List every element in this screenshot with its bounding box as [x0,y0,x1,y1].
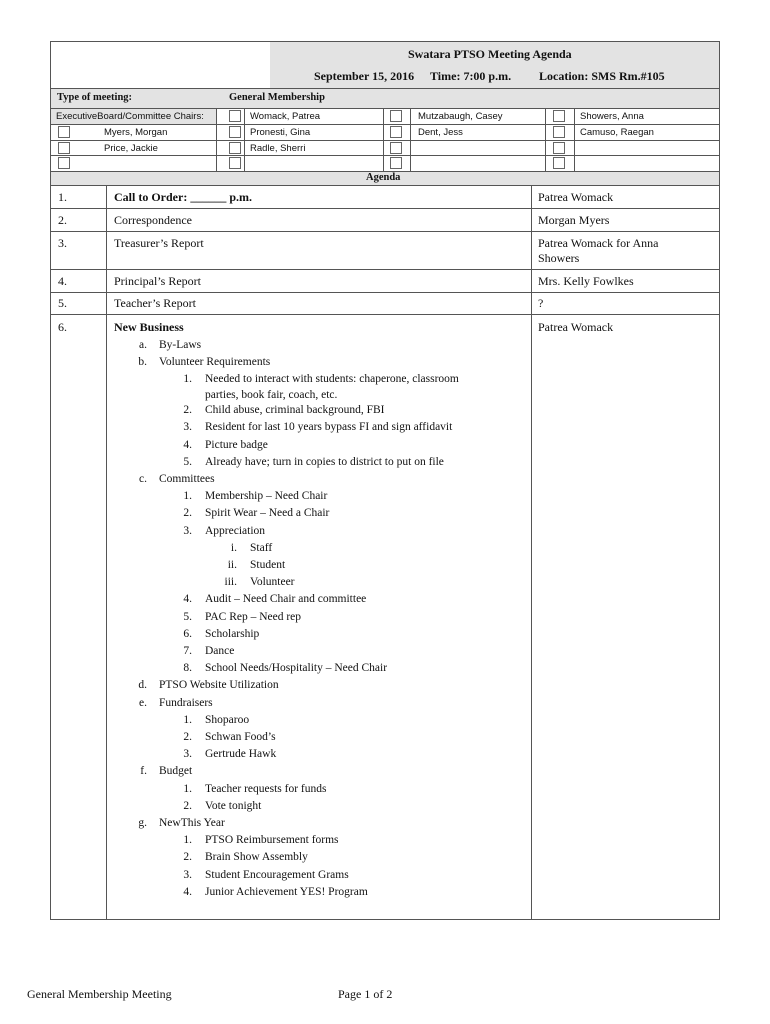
outline-text: Resident for last 10 years bypass FI and sign affidavit [205,421,453,434]
outline-marker: 1. [183,490,192,503]
outline-marker: 7. [183,644,192,657]
meeting-type-value: General Membership [229,92,325,103]
outline-marker: 2. [183,851,192,864]
outline-text: Vote tonight [205,799,262,812]
outline-marker: 2. [183,404,192,417]
footer-title: General Membership Meeting [27,987,172,1001]
outline-marker: 1. [183,834,192,847]
outline-text: Schwan Food’s [205,730,276,743]
checkbox-price[interactable] [58,142,70,154]
row-topic: Teacher’s Report [114,296,196,310]
outline-text: parties, book fair, coach, etc. [205,388,338,401]
outline-text: Picture badge [205,438,268,451]
chair-name: Mutzabaugh, Casey [418,111,503,122]
chairs-label: ExecutiveBoard/Committee Chairs: [56,111,204,122]
meeting-location: Location: SMS Rm.#105 [539,69,665,83]
chair-name: Myers, Morgan [104,127,168,138]
outline-text: Spirit Wear – Need a Chair [205,507,330,520]
outline-text: Teacher requests for funds [205,782,327,795]
row-number: 5. [58,296,67,310]
outline-marker: 2. [183,730,192,743]
chair-name: Dent, Jess [418,127,463,138]
outline-marker: 4. [183,438,192,451]
row-topic: New Business [114,320,184,334]
outline-marker: 2. [183,799,192,812]
checkbox-radle[interactable] [229,142,241,154]
outline-text: Brain Show Assembly [205,851,308,864]
outline-text: Junior Achievement YES! Program [205,885,368,898]
agenda-label: Agenda [366,172,401,183]
outline-text: Audit – Need Chair and committee [205,593,367,606]
outline-marker: 3. [183,748,192,761]
meeting-type-label: Type of meeting: [57,92,133,103]
chair-name: Showers, Anna [580,111,644,122]
row-topic: Principal’s Report [114,274,201,288]
chair-name: Radle, Sherri [250,143,306,154]
outline-text: Student Encouragement Grams [205,868,349,881]
outline-marker: 3. [183,421,192,434]
outline-marker: 5. [183,455,192,468]
chair-name: Womack, Patrea [250,111,321,122]
row-presenter: Morgan Myers [538,213,610,227]
outline-text: Student [250,558,286,571]
checkbox-blank-1[interactable] [58,157,70,169]
outline-text: PTSO Reimbursement forms [205,834,339,847]
checkbox-camuso[interactable] [553,126,565,138]
outline-marker: ii. [227,558,237,571]
outline-marker: 2. [183,507,192,520]
outline-marker: e. [139,696,147,709]
outline-marker: 1. [183,373,192,386]
outline-text: Appreciation [205,524,266,537]
row-topic: Treasurer’s Report [114,236,204,250]
outline-text: Dance [205,644,235,657]
outline-marker: 6. [183,627,192,640]
row-number: 3. [58,236,67,250]
checkbox-dent[interactable] [390,126,402,138]
checkbox-blank-2[interactable] [229,157,241,169]
outline-marker: f. [140,765,147,778]
outline-text: School Needs/Hospitality – Need Chair [205,662,388,675]
outline-marker: 8. [183,662,192,675]
row-presenter: Patrea Womack [538,320,614,334]
chair-name: Price, Jackie [104,143,158,154]
checkbox-womack[interactable] [229,110,241,122]
outline-text: Gertrude Hawk [205,748,277,761]
row-presenter: Patrea Womack [538,190,614,204]
outline-marker: a. [139,339,147,351]
outline-text: PTSO Website Utilization [159,679,279,692]
checkbox-blank-4[interactable] [390,157,402,169]
outline-marker: 3. [183,524,192,537]
checkbox-myers[interactable] [58,126,70,138]
outline-text: Committees [159,472,215,485]
outline-text: NewThis Year [159,816,225,829]
outline-marker: 1. [183,713,192,726]
checkbox-pronesti[interactable] [229,126,241,138]
outline-text: Volunteer Requirements [159,356,271,369]
outline-text: Staff [250,541,273,554]
meeting-type-row [51,89,719,108]
outline-text: Needed to interact with students: chaperone, classroom [205,373,459,386]
page-title: Swatara PTSO Meeting Agenda [408,47,572,61]
outline-text: Membership – Need Chair [205,490,328,503]
meeting-date: September 15, 2016 [314,69,415,83]
outline-text: Budget [159,765,193,778]
outline-marker: 3. [183,868,192,881]
outline-marker: 4. [183,885,192,898]
outline-marker: 1. [183,782,192,795]
checkbox-blank-3[interactable] [390,142,402,154]
row-presenter: Patrea Womack for Anna [538,236,659,250]
row-number: 2. [58,213,67,227]
outline-marker: 5. [183,610,192,623]
outline-text: Already have; turn in copies to district to put on file [205,455,444,468]
outline-text: Child abuse, criminal background, FBI [205,404,385,417]
outline-marker: iii. [224,576,237,589]
outline-text: PAC Rep – Need rep [205,610,302,623]
checkbox-mutzabaugh[interactable] [390,110,402,122]
outline-marker: 4. [183,593,192,606]
chair-name: Pronesti, Gina [250,127,311,138]
outline-text: By-Laws [159,339,202,351]
row-topic: Correspondence [114,213,192,227]
chair-name: Camuso, Raegan [580,127,654,138]
outline-marker: d. [138,679,147,692]
row-number: 1. [58,190,67,204]
row-presenter: Mrs. Kelly Fowlkes [538,274,634,288]
page-number: Page 1 of 2 [338,987,393,1001]
outline-text: Scholarship [205,627,260,640]
meeting-time: Time: 7:00 p.m. [430,69,512,83]
outline-text: Volunteer [250,576,295,589]
outline-text: Shoparoo [205,713,250,726]
row-presenter-cont: Showers [538,251,580,265]
row-presenter: ? [538,296,544,310]
row-number: 4. [58,274,67,288]
outline-text: Fundraisers [159,696,213,709]
row-topic: Call to Order: ______ p.m. [114,190,252,204]
checkbox-blank-5[interactable] [553,142,565,154]
row-number: 6. [58,320,67,334]
checkbox-showers[interactable] [553,110,565,122]
outline-marker: i. [230,541,237,554]
checkbox-blank-6[interactable] [553,157,565,169]
outline-marker: g. [138,816,147,829]
outline-marker: b. [138,356,147,369]
outline-marker: c. [139,472,147,485]
